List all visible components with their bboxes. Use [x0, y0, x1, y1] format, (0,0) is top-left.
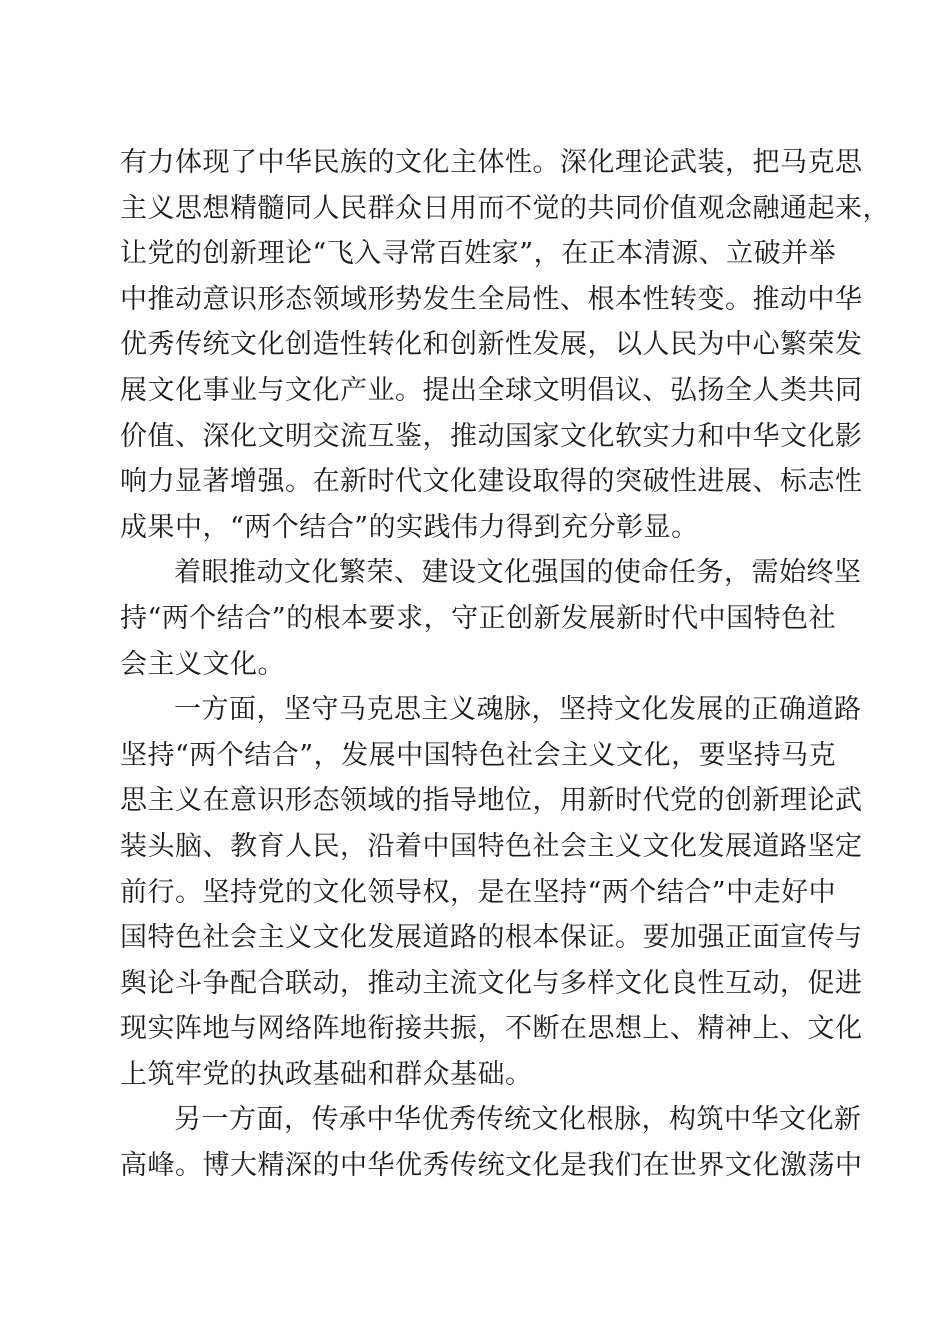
text-line: 展文化事业与文化产业。提出全球文明倡议、弘扬全人类共同	[120, 374, 863, 406]
text-line: 让党的创新理论“飞入寻常百姓家”，在正本清源、立破并举	[120, 238, 837, 270]
text-line: 价值、深化文明交流互鉴，推动国家文化软实力和中华文化影	[120, 420, 863, 452]
paragraph-3	[120, 687, 863, 1097]
text-line: 高峰。博大精深的中华优秀传统文化是我们在世界文化激荡中	[120, 1150, 863, 1182]
text-line: 主义思想精髓同人民群众日用而不觉的共同价值观念融通起来，	[120, 192, 890, 224]
text-line: 优秀传统文化创造性转化和创新性发展，以人民为中心繁荣发	[120, 329, 863, 361]
text-line: 前行。坚持党的文化领导权，是在坚持“两个结合”中走好中	[120, 876, 837, 908]
paragraph-4	[120, 1097, 863, 1188]
text-line: 国特色社会主义文化发展道路的根本保证。要加强正面宣传与	[120, 922, 863, 954]
text-line: 坚持“两个结合”，发展中国特色社会主义文化，要坚持马克	[120, 739, 837, 771]
text-line: 中推动意识形态领域形势发生全局性、根本性转变。推动中华	[120, 283, 863, 315]
document-body	[120, 140, 890, 1189]
text-line: 另一方面，传承中华优秀传统文化根脉，构筑中华文化新	[174, 1104, 862, 1136]
text-line: 着眼推动文化繁荣、建设文化强国的使命任务，需始终坚	[174, 557, 862, 589]
text-line: 舆论斗争配合联动，推动主流文化与多样文化良性互动，促进	[120, 967, 863, 999]
paragraph-1	[120, 140, 890, 550]
text-line: 会主义文化。	[120, 648, 285, 680]
text-line: 成果中，“两个结合”的实践伟力得到充分彰显。	[120, 511, 699, 543]
text-line: 现实阵地与网络阵地衔接共振，不断在思想上、精神上、文化	[120, 1013, 863, 1045]
paragraph-2	[120, 550, 862, 687]
text-line: 一方面，坚守马克思主义魂脉，坚持文化发展的正确道路	[174, 694, 862, 726]
text-line: 有力体现了中华民族的文化主体性。深化理论武装，把马克思	[120, 147, 863, 178]
text-line: 上筑牢党的执政基础和群众基础。	[120, 1058, 533, 1090]
text-line: 装头脑、教育人民，沿着中国特色社会主义文化发展道路坚定	[120, 830, 863, 862]
text-line: 响力显著增强。在新时代文化建设取得的突破性进展、标志性	[120, 466, 863, 498]
text-line: 思主义在意识形态领域的指导地位，用新时代党的创新理论武	[120, 785, 863, 817]
text-line: 持“两个结合”的根本要求，守正创新发展新时代中国特色社	[120, 602, 837, 634]
